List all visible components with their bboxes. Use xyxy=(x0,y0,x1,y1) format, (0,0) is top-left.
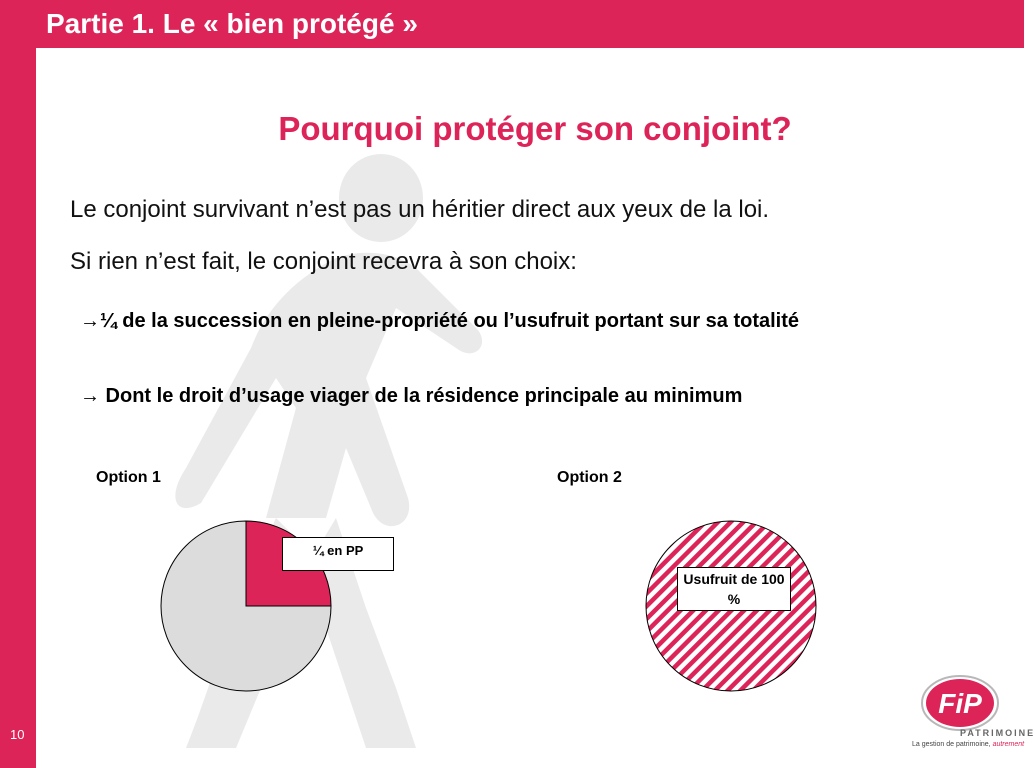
logo-tagline xyxy=(912,741,1024,748)
option-2-callout: Usufruit de 100 % xyxy=(677,567,791,611)
page-number: 10 xyxy=(10,727,25,742)
section-title: Partie 1. Le « bien protégé » xyxy=(46,8,418,39)
paragraph-choice: Si rien n’est fait, le conjoint recevra à son choix: xyxy=(70,248,577,275)
pie-chart-option-1 xyxy=(150,500,350,700)
logo-name: PATRIMOINE xyxy=(960,728,1035,738)
logo-tagline-accent: autrement xyxy=(992,741,1025,748)
paragraph-statement: Le conjoint survivant n’est pas un héritier direct aux yeux de la loi. xyxy=(70,196,770,223)
option-2-label: Option 2 xyxy=(557,469,622,486)
bullet-quarter-succession: →¼ de la succession en pleine-propriété ou l’usufruit portant sur sa totalité xyxy=(80,310,800,332)
logo-mark: FiP xyxy=(938,688,982,719)
bullet-residence-right: → Dont le droit d’usage viager de la résidence principale au minimum xyxy=(80,385,743,407)
logo-tagline-text: La gestion de patrimoine, xyxy=(912,741,991,748)
option-1-label: Option 1 xyxy=(96,469,161,486)
option-1-callout: ¼ en PP xyxy=(282,537,394,571)
slide-title: Pourquoi protéger son conjoint? xyxy=(278,110,792,147)
left-band xyxy=(0,0,36,768)
